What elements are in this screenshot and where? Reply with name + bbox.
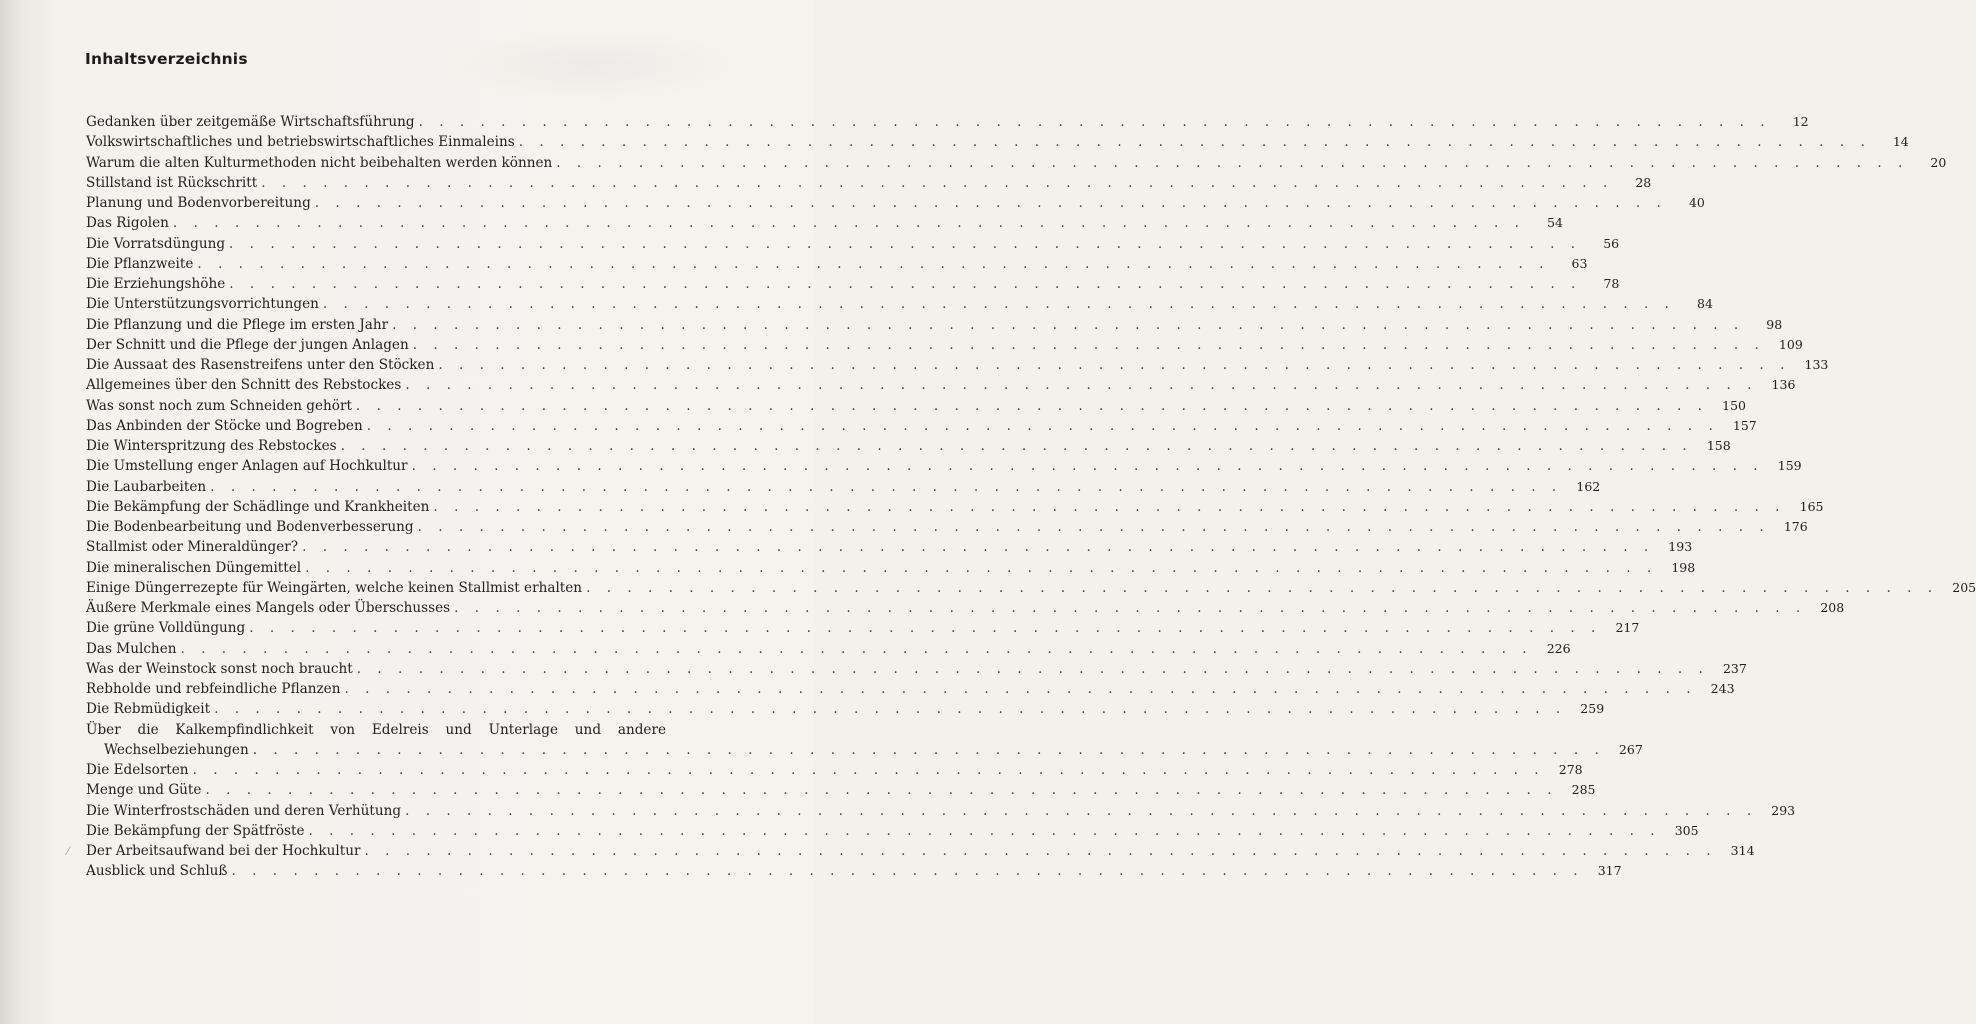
- toc-entry-title: Volkswirtschaftliches und betriebswirtschaftliches Einmaleins: [86, 134, 515, 151]
- toc-entry-page: 56: [1603, 235, 1620, 251]
- toc-entry-page: 317: [1597, 863, 1622, 879]
- toc-entry-page: 162: [1576, 478, 1601, 494]
- toc-entry: [86, 396, 1746, 416]
- toc-entry: [86, 598, 1845, 618]
- toc-entry-page: 14: [1892, 134, 1909, 150]
- table-of-contents: [86, 112, 1976, 882]
- toc-entry: [86, 132, 1909, 152]
- dot-leader: [205, 780, 1557, 800]
- toc-entry-title: Die mineralischen Düngemittel: [86, 559, 302, 576]
- toc-entry: [86, 416, 1757, 436]
- toc-entry-page: 226: [1546, 640, 1571, 656]
- toc-entry-page: 54: [1547, 215, 1563, 231]
- toc-entry-wrapped: [86, 720, 1643, 761]
- toc-entry: [86, 537, 1693, 557]
- toc-entry: [86, 254, 1588, 274]
- toc-entry-title: Menge und Güte: [86, 782, 202, 799]
- toc-entry-title: Die grüne Volldüngung: [86, 620, 246, 637]
- toc-entry-page: 314: [1730, 843, 1755, 858]
- dot-leader: [214, 699, 1566, 719]
- toc-entry-title: Die Laubarbeiten: [86, 478, 207, 495]
- toc-entry: [86, 699, 1605, 719]
- toc-entry-title: Rebholde und rebfeindliche Pflanzen: [86, 681, 341, 697]
- toc-entry: [86, 517, 1808, 537]
- toc-entry: [86, 760, 1583, 780]
- toc-entry-title: Die Edelsorten: [86, 762, 189, 778]
- toc-entry: [86, 659, 1747, 679]
- toc-entry: [86, 477, 1601, 497]
- toc-entry-title: Die Bodenbearbeitung und Bodenverbesserung: [86, 519, 414, 535]
- toc-entry-page: 40: [1688, 195, 1705, 210]
- toc-entry-title: Was sonst noch zum Schneiden gehört: [86, 397, 352, 414]
- dot-leader: [197, 254, 1549, 274]
- toc-entry-page: 159: [1777, 458, 1802, 474]
- toc-entry-title: Die Bekämpfung der Schädlinge und Krankheiten: [86, 498, 430, 515]
- toc-entry-page: 157: [1732, 417, 1757, 433]
- toc-entry-page: 165: [1799, 498, 1824, 514]
- dot-leader: [412, 456, 1764, 476]
- dot-leader: [405, 801, 1757, 821]
- pencil-mark-icon: ⁄: [67, 845, 69, 858]
- toc-entry-page: 305: [1674, 822, 1699, 838]
- toc-entry: [86, 294, 1713, 314]
- toc-entry: [86, 801, 1796, 821]
- toc-entry-page: 198: [1671, 559, 1696, 575]
- toc-entry: [86, 234, 1620, 254]
- toc-entry: [86, 274, 1620, 294]
- toc-entry-title: Ausblick und Schluß: [86, 863, 228, 880]
- toc-entry-title: Die Aussaat des Rasenstreifens unter den Stöcken: [86, 357, 435, 373]
- toc-entry-page: 158: [1706, 438, 1731, 453]
- toc-entry-title: Äußere Merkmale eines Mangels oder Überschusses: [86, 600, 451, 616]
- dot-leader: [344, 679, 1696, 699]
- dot-leader: [364, 841, 1716, 861]
- toc-entry: [86, 335, 1803, 355]
- toc-entry: [86, 780, 1596, 800]
- dot-leader: [454, 598, 1806, 618]
- dot-leader: [302, 537, 1654, 557]
- toc-entry: [86, 618, 1640, 638]
- toc-entry-title: Die Erziehungshöhe: [86, 276, 226, 292]
- toc-entry: [86, 639, 1571, 659]
- dot-leader: [556, 153, 1908, 173]
- dot-leader: [433, 497, 1785, 517]
- dot-leader: [253, 740, 1605, 760]
- dot-leader: [309, 821, 1661, 841]
- dot-leader: [519, 132, 1871, 152]
- toc-entry-page: 78: [1603, 276, 1620, 291]
- toc-entry-page: 278: [1558, 762, 1583, 777]
- toc-entry-page: 150: [1722, 397, 1746, 413]
- toc-entry-title: Die Pflanzweite: [86, 255, 194, 272]
- toc-entry: [86, 821, 1699, 841]
- dot-leader: [586, 578, 1938, 598]
- toc-entry-title-line2-row: [86, 740, 1643, 760]
- dot-leader: [193, 760, 1545, 780]
- toc-entry-title: Das Anbinden der Stöcke und Bogreben: [86, 417, 363, 434]
- toc-entry: [86, 558, 1696, 578]
- toc-entry: [86, 436, 1731, 456]
- toc-entry-title: Die Bekämpfung der Spätfröste: [86, 822, 305, 839]
- toc-entry-title: Der Arbeitsaufwand bei der Hochkultur: [86, 843, 361, 859]
- dot-leader: [438, 355, 1790, 375]
- dot-leader: [305, 558, 1657, 578]
- toc-entry-page: 259: [1580, 701, 1605, 717]
- dot-leader: [356, 396, 1708, 416]
- toc-entry-title-line2: Wechselbeziehungen: [104, 741, 249, 758]
- dot-leader: [418, 517, 1770, 537]
- toc-entry: [86, 355, 1829, 375]
- dot-leader: [323, 294, 1675, 314]
- bleed-through-text: [440, 30, 740, 100]
- toc-entry: [86, 173, 1652, 193]
- dot-leader: [232, 861, 1584, 881]
- toc-entry-title: Das Mulchen: [86, 640, 177, 657]
- toc-entry-page: 133: [1804, 357, 1829, 372]
- dot-leader: [181, 639, 1533, 659]
- toc-entry-title: Der Schnitt und die Pflege der jungen Anlagen: [86, 336, 409, 353]
- toc-entry: [86, 456, 1802, 476]
- dot-leader: [249, 618, 1601, 638]
- toc-entry: [86, 153, 1947, 173]
- dot-leader: [413, 335, 1765, 355]
- toc-entry: [86, 679, 1735, 699]
- toc-entry-title: Das Rigolen: [86, 215, 169, 232]
- dot-leader: [419, 112, 1771, 132]
- dot-leader: [405, 375, 1757, 395]
- toc-entry-title: Was der Weinstock sonst noch braucht: [86, 660, 353, 677]
- toc-entry: [86, 112, 1809, 132]
- toc-entry-title-line1: Über die Kalkempfindlichkeit von Edelreis und Unterlage und andere: [86, 721, 666, 738]
- toc-entry: [86, 375, 1796, 395]
- toc-entry-page: 237: [1722, 660, 1747, 676]
- toc-entry-page: 243: [1710, 681, 1735, 696]
- toc-entry-page: 293: [1771, 802, 1796, 818]
- toc-entry-page: 109: [1778, 336, 1803, 352]
- toc-entry-title: Die Rebmüdigkeit: [86, 701, 211, 718]
- dot-leader: [392, 315, 1744, 335]
- dot-leader: [357, 659, 1709, 679]
- toc-entry-title: Die Vorratsdüngung: [86, 235, 226, 252]
- toc-entry-title: Planung und Bodenvorbereitung: [86, 195, 311, 211]
- toc-entry-page: 12: [1792, 114, 1809, 129]
- toc-entry-page: 176: [1783, 519, 1808, 534]
- toc-entry: [86, 578, 1976, 598]
- toc-entry-title: Stillstand ist Rückschritt: [86, 174, 258, 191]
- toc-entry-page: 84: [1697, 296, 1713, 312]
- toc-entry: [86, 497, 1824, 517]
- toc-entry-title: Stallmist oder Mineraldünger?: [86, 539, 299, 556]
- dot-leader: [367, 416, 1719, 436]
- toc-entry-title: Die Winterfrostschäden und deren Verhütung: [86, 802, 402, 819]
- toc-entry: [86, 841, 1755, 861]
- toc-entry-title: Die Unterstützungsvorrichtungen: [86, 296, 319, 313]
- toc-entry-page: 205: [1952, 579, 1976, 595]
- toc-entry-page: 20: [1930, 154, 1947, 170]
- toc-entry-page: 98: [1766, 316, 1783, 332]
- toc-entry-title: Die Winterspritzung des Rebstockes: [86, 438, 337, 454]
- dot-leader: [261, 173, 1613, 193]
- toc-entry-title: Die Pflanzung und die Pflege im ersten Jahr: [86, 316, 389, 333]
- page-title: Inhaltsverzeichnis: [85, 50, 248, 68]
- toc-entry-page: 285: [1571, 782, 1596, 798]
- toc-entry-title: Allgemeines über den Schnitt des Rebstockes: [86, 377, 402, 394]
- toc-entry: [86, 213, 1563, 233]
- toc-entry-page: 136: [1771, 377, 1796, 393]
- dot-leader: [210, 477, 1562, 497]
- toc-entry-page: 267: [1618, 741, 1643, 757]
- toc-entry-page: 208: [1820, 600, 1845, 615]
- dot-leader: [341, 436, 1693, 456]
- dot-leader: [229, 274, 1581, 294]
- toc-entry-page: 28: [1635, 174, 1652, 190]
- toc-entry-page: 193: [1668, 539, 1693, 555]
- toc-entry-title: Einige Düngerrezepte für Weingärten, welche keinen Stallmist erhalten: [86, 579, 583, 596]
- toc-entry: [86, 861, 1622, 881]
- toc-entry-title: Die Umstellung enger Anlagen auf Hochkultur: [86, 458, 408, 475]
- dot-leader: [173, 213, 1525, 233]
- toc-entry-page: 63: [1571, 255, 1588, 271]
- toc-entry: [86, 315, 1783, 335]
- toc-entry-page: 217: [1615, 620, 1640, 636]
- toc-entry-title: Gedanken über zeitgemäße Wirtschaftsführung: [86, 114, 415, 130]
- dot-leader: [229, 234, 1581, 254]
- dot-leader: [315, 193, 1667, 213]
- toc-entry: [86, 193, 1705, 213]
- toc-entry-title: Warum die alten Kulturmethoden nicht beibehalten werden können: [86, 154, 553, 171]
